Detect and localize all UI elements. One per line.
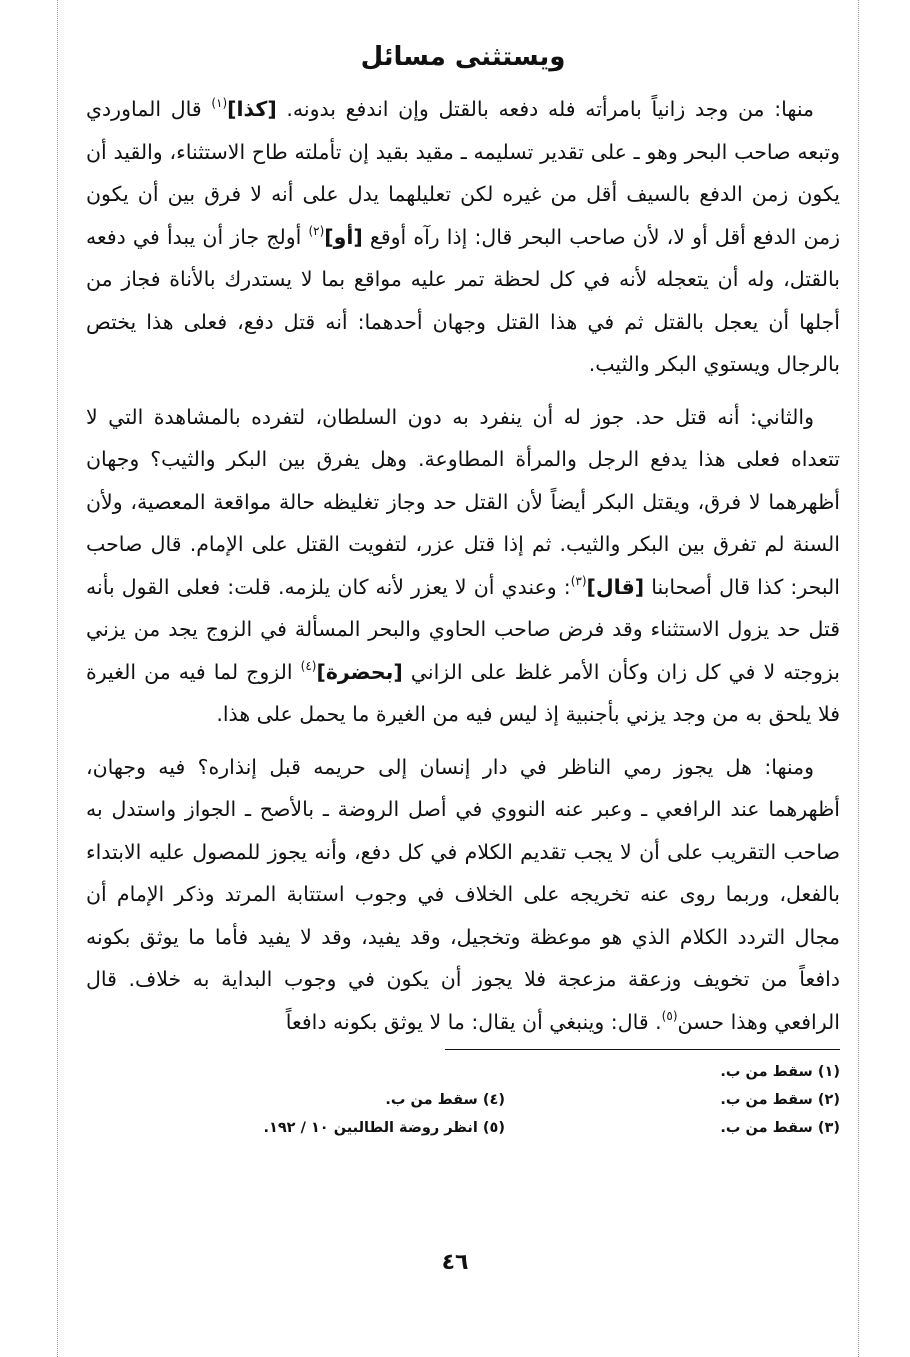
margin-guide-left [57, 0, 58, 1357]
text-run: الزوج لما فيه من الغيرة فلا يلحق به من وجد يزني بأجنبية إذ ليس فيه من الغيرة ما يحمل على هذا. [86, 659, 840, 726]
footnote: (٤) سقط من ب. [385, 1092, 505, 1108]
footnote-separator [445, 1049, 840, 1050]
text-run: . قال: وينبغي أن يقال: ما لا يوثق بكونه دافعاً [285, 1009, 662, 1034]
section-heading: ويستثنى مسائل [360, 42, 566, 72]
paragraph [86, 88, 840, 386]
bracketed-word: [بحضرة] [316, 659, 403, 684]
footnote: (٥) انظر روضة الطالبين ١٠ / ١٩٢. [263, 1120, 505, 1136]
footnote: (٢) سقط من ب. [720, 1092, 840, 1108]
bracketed-word: [أو] [324, 224, 363, 249]
text-run: قال الماوردي وتبعه صاحب البحر وهو ـ على تقدير تسليمه ـ مقيد بقيد إن تأملته طاح الاستثناء، والقيد أن يكون زمن الدفع بالسيف أقل من غيره لكن تعليلهما يدل على أنه لا فرق بين أن يكون زمن الدفع أقل أو لا، لأن صاحب البحر قال: إذا رآه أوقع [86, 97, 840, 249]
footnote [170, 1058, 505, 1086]
footnote-marker: (٢) [308, 223, 325, 238]
margin-guide-right [858, 0, 859, 1357]
footnote-marker: (٤) [300, 658, 317, 673]
footnote-row [86, 1086, 840, 1114]
footnote-marker: (٥) [661, 1008, 678, 1023]
text-run: والثاني: أنه قتل حد. جوز له أن ينفرد به دون السلطان، لتفرده بالمشاهدة التي لا تتعداه فعلى هذا يدفع الرجل والمرأة المطاوعة. وهل يفرق بين البكر والثيب؟ وجهان أظهرهما لا فرق، ويقتل البكر أيضاً لأن القتل حد وجاز تغليظه حالة مواقعة المعصية، ولأن السنة لم تفرق بين البكر والثيب. ثم إذا قتل عزر، لتفويت القتل على الإمام. قال صاحب البحر: كذا قال أصحابنا [86, 404, 840, 599]
bracketed-word: [قال] [586, 574, 645, 599]
text-run: منها: من وجد زانياً بامرأته فله دفعه بالقتل وإن اندفع بدونه. [276, 97, 814, 121]
paragraph [86, 396, 840, 736]
page-number: ٤٦ [441, 1250, 469, 1275]
footnote-marker: (١) [211, 96, 228, 110]
text-run: أولج جاز أن يبدأ في دفعه بالقتل، وله أن يتعجله لأنه في كل لحظة تمر عليه مواقع بما لا يستدرك بالأناة فجاز من أجلها أن يعجل بالقتل ثم في هذا القتل وجهان أحدهما: أنه قتل دفع، فعلى هذا يختص بالرجال ويستوي البكر والثيب. [86, 224, 840, 376]
body-text [86, 88, 840, 1043]
bracketed-word: [كذا] [227, 97, 277, 121]
footnote-row [86, 1058, 840, 1086]
text-run: ومنها: هل يجوز رمي الناظر في دار إنسان إلى حريمه قبل إنذاره؟ فيه وجهان، أظهرهما عند الرافعي ـ وعبر عنه النووي في أصل الروضة ـ بالأصح ـ الجواز واستدل به صاحب التقريب على أن لا يجب تقديم الكلام في كل دفع، وأنه يجوز للمصول عليه الابتداء بالفعل، وربما روى عنه تخريجه على الخلاف في وجوب استتابة المرتد وذكر الإمام أن مجال التردد الكلام الذي هو موعظة وتخجيل، وقد يفيد، وقد لا يفيد فأما ما يوثق بكونه دافعاً من تخويف وزعقة مزعجة فلا يجوز أن يكون في وجوب البداية به خلاف. قال الرافعي وهذا حسن [86, 754, 840, 1034]
footnote: (٣) سقط من ب. [720, 1120, 840, 1136]
footnote-row [86, 1114, 840, 1142]
footnote-marker: (٣) [570, 573, 587, 588]
footnote: (١) سقط من ب. [720, 1064, 840, 1080]
text-run: : وعندي أن لا يعزر لأنه كان يلزمه. قلت: فعلى القول بأنه قتل حد يزول الاستثناء وقد فرض صاحب الحاوي والبحر المسألة في الزوج يجد من يزني بزوجته لا في كل زان وكأن الأمر غلظ على الزاني [86, 574, 840, 684]
paragraph [86, 746, 840, 1044]
footnotes [86, 1058, 840, 1142]
